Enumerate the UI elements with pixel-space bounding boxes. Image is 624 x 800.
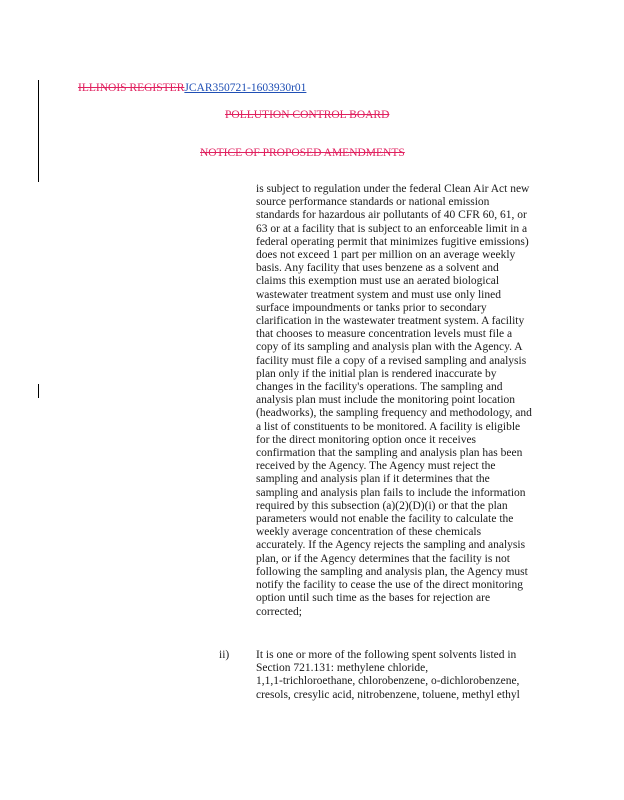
body-paragraph [256,183,556,619]
text-line: accurately. If the Agency rejects the sampling and analysis [256,539,526,552]
text-line: basis. Any facility that uses benzene as a solvent and [256,262,499,275]
text-line: sampling and analysis plan fails to include the information [256,486,526,499]
revision-bar [38,80,39,182]
text-line: plan only if the initial plan is rendered inaccurate by [256,367,497,380]
revision-bar [38,384,39,398]
text-line: 63 or at a facility that is subject to an enforceable limit in a [256,222,528,235]
text-line: cresols, cresylic acid, nitrobenzene, toluene, methyl ethyl [256,688,520,701]
board-header: POLLUTION CONTROL BOARD [225,109,390,121]
text-line: 1,1,1-trichloroethane, chlorobenzene, o-dichlorobenzene, [256,675,520,688]
text-line: (headworks), the sampling frequency and methodology, and [256,407,532,420]
text-line: changes in the facility's operations. The sampling and [256,381,503,394]
text-line: required by this subsection (a)(2)(D)(i) or that the plan [256,499,508,512]
list-item-text [256,649,556,702]
register-struck-text: ILLINOIS REGISTER [78,82,185,94]
text-line: clarification in the wastewater treatment system. A facility [256,315,525,328]
text-line: option until such time as the bases for rejection are [256,592,491,605]
text-line: following the sampling and analysis plan, the Agency must [256,565,528,578]
register-header [78,83,306,95]
text-line: corrected; [256,605,302,618]
text-line: for the direct monitoring option once it receives [256,433,477,446]
text-line: parameters would not enable the facility to calculate the [256,513,514,526]
text-line: source performance standards or national emission [256,196,490,209]
text-line: sampling and analysis plan if it determines that the [256,473,490,486]
text-line: a list of constituents to be monitored. A facility is eligible [256,420,521,433]
list-item-label: ii) [219,649,230,661]
text-line: facility must file a copy of a revised sampling and analysis [256,354,527,367]
text-line: surface impoundments or tanks prior to secondary [256,301,487,314]
text-line: that chooses to measure concentration levels must file a [256,328,513,341]
text-line: plan, or if the Agency determines that the facility is not [256,552,510,565]
text-line: claims this exemption must use an aerated biological [256,275,500,288]
text-line: federal operating permit that minimizes fugitive emissions) [256,235,529,248]
text-line: received by the Agency. The Agency must reject the [256,460,496,473]
text-line: is subject to regulation under the federal Clean Air Act new [256,183,530,195]
text-line: does not exceed 1 part per million on an average weekly [256,249,516,262]
text-line: standards for hazardous air pollutants of 40 CFR 60, 61, or [256,209,527,222]
text-line: copy of its sampling and analysis plan with the Agency. A [256,341,523,354]
text-line: Section 721.131: methylene chloride, [256,662,429,675]
text-line: It is one or more of the following spent solvents listed in [256,649,517,661]
text-line: wastewater treatment system and must use only lined [256,288,501,301]
text-line: analysis plan must include the monitoring point location [256,394,516,407]
text-line: notify the facility to cease the use of the direct monitoring [256,579,523,592]
notice-header: NOTICE OF PROPOSED AMENDMENTS [200,147,405,159]
register-inserted-text: JCAR350721-1603930r01 [184,82,307,94]
text-line: confirmation that the sampling and analysis plan has been [256,447,523,460]
text-line: weekly average concentration of these chemicals [256,526,482,539]
